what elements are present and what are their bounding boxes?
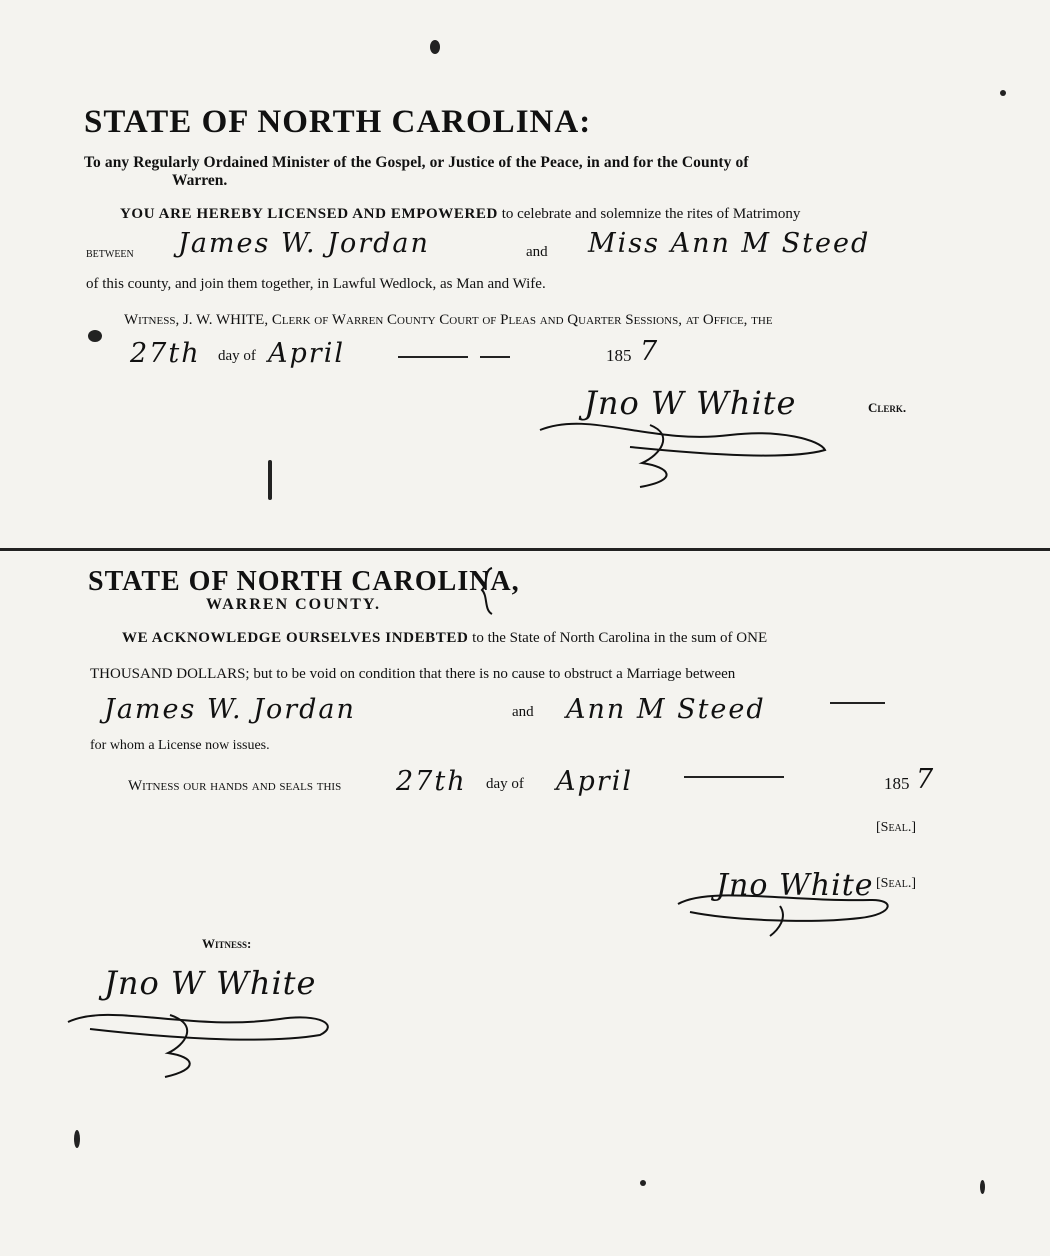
license-groom-name: James W. Jordan [178,228,430,259]
license-empower-line [120,206,800,223]
bond-witness-flourish [60,997,360,1087]
ink-speck [640,1180,646,1186]
bond-blank-line-2 [684,776,784,778]
ink-speck [88,330,102,342]
bond-witness-hands: Witness our hands and seals this [128,778,342,794]
license-between-label: between [86,246,134,261]
bond-principal-flourish [670,884,900,944]
bond-seal-label-1: [Seal.] [876,820,917,835]
bond-title: STATE OF NORTH CAROLINA, [88,566,520,597]
bond-year-printed: 185 [884,774,910,793]
bond-seal-label-2: [Seal.] [876,876,917,891]
license-year-handwritten: 7 [640,336,660,367]
license-month-value: April [268,338,345,369]
license-title: STATE OF NORTH CAROLINA: [84,104,592,140]
bond-ack-line [122,630,767,647]
license-witness-text: Witness, J. W. WHITE, Clerk of Warren County Court of Pleas and Quarter Sessions, at Office, the [124,312,773,328]
bond-and-label: and [512,704,534,720]
license-address-line2: Warren. [172,172,228,189]
ink-speck [268,460,272,500]
bond-day-of-label: day of [486,776,524,792]
license-join-text: of this county, and join them together, in Lawful Wedlock, as Man and Wife. [86,276,546,292]
license-blank-line-2 [480,356,510,358]
license-signature-flourish [530,405,840,495]
bond-day-value: 27th [396,766,467,797]
marriage-bond [0,552,1050,1256]
license-address-line1: To any Regularly Ordained Minister of the Gospel, or Justice of the Peace, in and for the County of [84,154,749,171]
bond-ack-rest: to the State of North Carolina in the sum of ONE [472,630,768,646]
bond-groom-name: James W. Jordan [104,694,356,725]
bond-license-text: for whom a License now issues. [90,738,270,753]
license-blank-line-1 [398,356,468,358]
bond-thousand-text: THOUSAND DOLLARS; but to be void on condition that there is no cause to obstruct a Marriage between [90,666,736,682]
bond-month-value: April [556,766,633,797]
license-year-printed: 185 [606,346,632,365]
bond-bride-name: Ann M Steed [566,694,766,725]
license-and-label: and [526,244,548,260]
marriage-license [0,0,1050,551]
ink-speck [980,1180,985,1194]
license-day-value: 27th [130,338,201,369]
license-empower-lead: YOU ARE HEREBY LICENSED AND EMPOWERED [120,206,498,222]
license-day-of-label: day of [218,348,256,364]
bond-witness-label: Witness: [202,936,252,951]
bond-county: WARREN COUNTY. [206,596,381,613]
ink-speck [74,1130,80,1148]
license-clerk-signature: Jno W White [584,384,797,422]
bond-principal-signature: Jno White [716,868,874,903]
ink-speck [430,40,440,54]
ink-speck [1000,90,1006,96]
bond-blank-line-1 [830,702,885,704]
bond-ack-lead: WE ACKNOWLEDGE OURSELVES INDEBTED [122,630,469,646]
license-empower-rest: to celebrate and solemnize the rites of Matrimony [501,206,801,222]
bond-witness-signature: Jno W White [104,964,317,1002]
license-clerk-label: Clerk. [868,400,907,415]
license-bride-name: Miss Ann M Steed [588,228,871,259]
bond-year-handwritten: 7 [916,764,936,795]
brace-icon [478,566,498,616]
